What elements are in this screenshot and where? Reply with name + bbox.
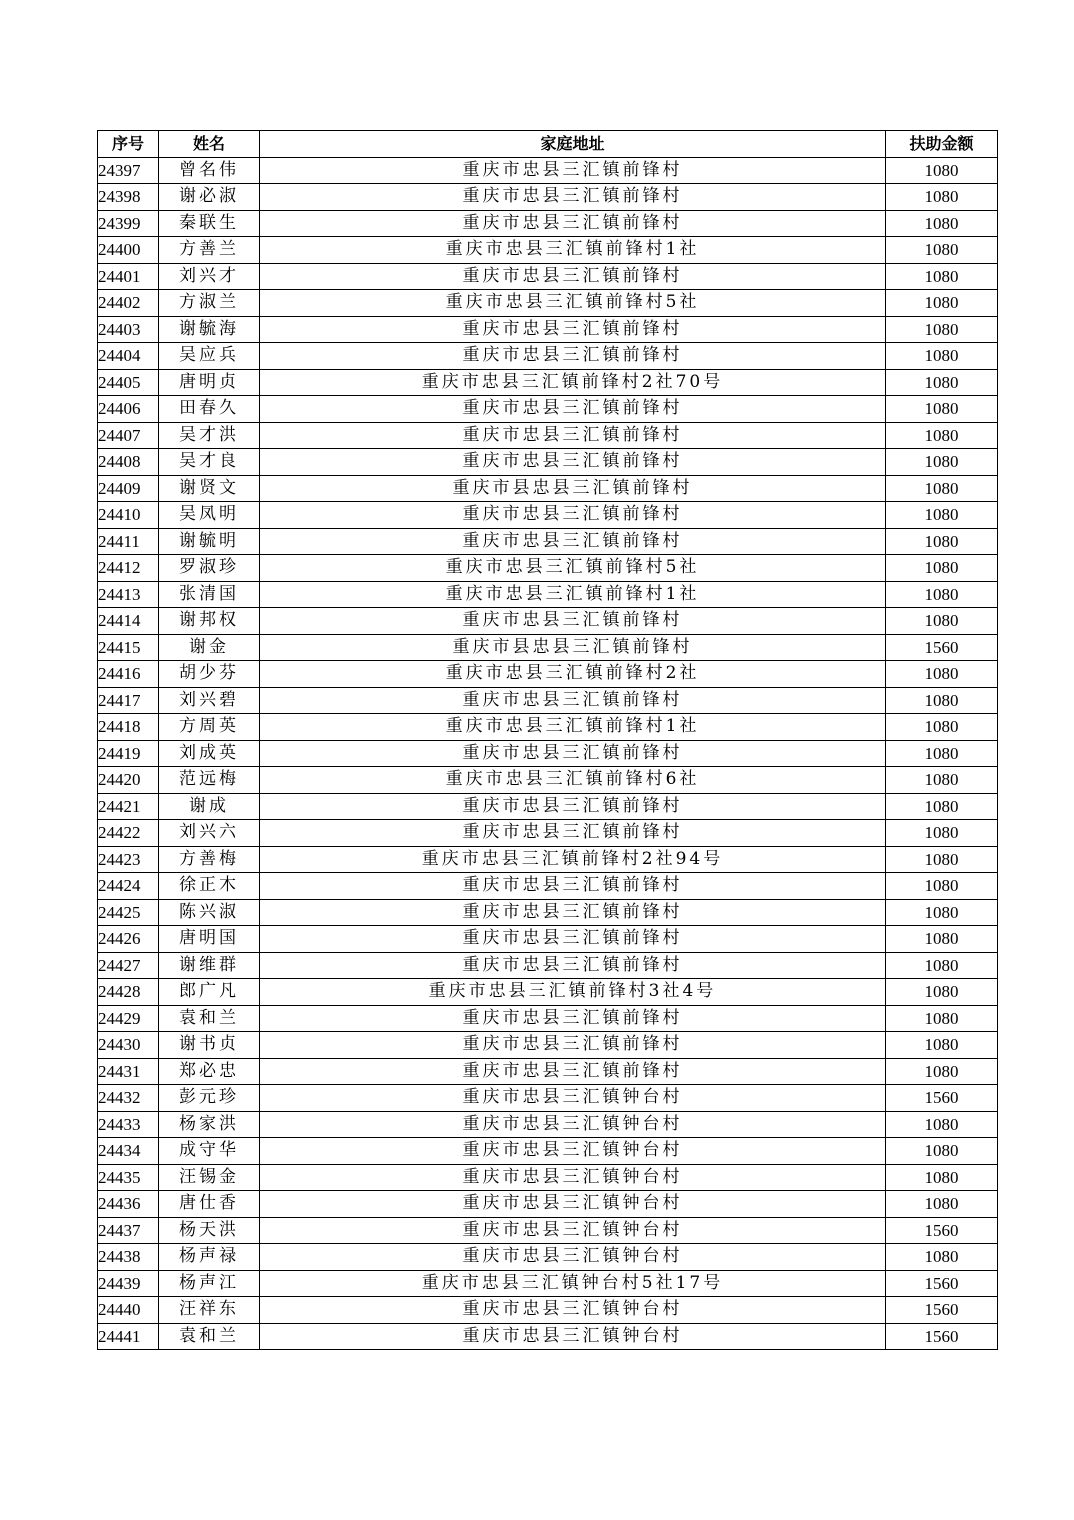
table-row [98, 1085, 998, 1112]
row-address: 重庆市忠县三汇镇前锋村 [260, 873, 886, 900]
row-amount: 1080 [886, 343, 998, 370]
table-row [98, 714, 998, 741]
row-id: 24434 [98, 1138, 159, 1165]
row-id: 24403 [98, 316, 159, 343]
row-id: 24432 [98, 1085, 159, 1112]
row-amount: 1560 [886, 1217, 998, 1244]
row-id: 24410 [98, 502, 159, 529]
table-row [98, 343, 998, 370]
table-row [98, 1164, 998, 1191]
row-id: 24407 [98, 422, 159, 449]
row-name: 成守华 [159, 1138, 260, 1165]
row-id: 24414 [98, 608, 159, 635]
row-amount: 1080 [886, 714, 998, 741]
row-name: 唐明贞 [159, 369, 260, 396]
row-amount: 1080 [886, 1005, 998, 1032]
row-amount: 1080 [886, 581, 998, 608]
table-row [98, 634, 998, 661]
row-name: 刘成英 [159, 740, 260, 767]
row-id: 24428 [98, 979, 159, 1006]
row-id: 24423 [98, 846, 159, 873]
row-amount: 1080 [886, 475, 998, 502]
table-row [98, 157, 998, 184]
row-amount: 1080 [886, 1138, 998, 1165]
table-row [98, 846, 998, 873]
row-name: 刘兴碧 [159, 687, 260, 714]
row-id: 24401 [98, 263, 159, 290]
row-amount: 1080 [886, 661, 998, 688]
row-amount: 1080 [886, 952, 998, 979]
row-address: 重庆市忠县三汇镇钟台村 [260, 1244, 886, 1271]
table-row [98, 767, 998, 794]
table-row [98, 1138, 998, 1165]
row-amount: 1080 [886, 396, 998, 423]
table-row [98, 396, 998, 423]
row-id: 24433 [98, 1111, 159, 1138]
row-amount: 1080 [886, 422, 998, 449]
row-address: 重庆市忠县三汇镇前锋村 [260, 820, 886, 847]
row-amount: 1080 [886, 687, 998, 714]
table-row [98, 1191, 998, 1218]
row-id: 24422 [98, 820, 159, 847]
row-amount: 1080 [886, 926, 998, 953]
row-address: 重庆市忠县三汇镇前锋村1社 [260, 237, 886, 264]
row-amount: 1080 [886, 555, 998, 582]
row-address: 重庆市忠县三汇镇前锋村 [260, 608, 886, 635]
row-amount: 1080 [886, 740, 998, 767]
row-address: 重庆市忠县三汇镇钟台村 [260, 1111, 886, 1138]
header-row [98, 131, 998, 158]
row-amount: 1080 [886, 873, 998, 900]
row-name: 袁和兰 [159, 1005, 260, 1032]
row-address: 重庆市忠县三汇镇前锋村6社 [260, 767, 886, 794]
column-header-amount: 扶助金额 [886, 131, 998, 158]
row-name: 方淑兰 [159, 290, 260, 317]
column-header-name: 姓名 [159, 131, 260, 158]
table-row [98, 237, 998, 264]
row-id: 24412 [98, 555, 159, 582]
row-address: 重庆市忠县三汇镇前锋村 [260, 422, 886, 449]
row-id: 24402 [98, 290, 159, 317]
row-name: 吴才良 [159, 449, 260, 476]
row-address: 重庆市忠县三汇镇前锋村 [260, 502, 886, 529]
row-id: 24409 [98, 475, 159, 502]
row-address: 重庆市忠县三汇镇钟台村 [260, 1297, 886, 1324]
table-header [98, 131, 998, 158]
row-amount: 1080 [886, 1244, 998, 1271]
row-amount: 1080 [886, 449, 998, 476]
row-name: 谢邦权 [159, 608, 260, 635]
row-name: 吴才洪 [159, 422, 260, 449]
row-id: 24424 [98, 873, 159, 900]
row-amount: 1080 [886, 820, 998, 847]
row-name: 汪祥东 [159, 1297, 260, 1324]
row-address: 重庆市忠县三汇镇前锋村 [260, 449, 886, 476]
row-amount: 1080 [886, 157, 998, 184]
row-amount: 1080 [886, 528, 998, 555]
row-name: 曾名伟 [159, 157, 260, 184]
row-amount: 1080 [886, 316, 998, 343]
row-id: 24430 [98, 1032, 159, 1059]
row-name: 谢书贞 [159, 1032, 260, 1059]
row-id: 24420 [98, 767, 159, 794]
row-id: 24440 [98, 1297, 159, 1324]
row-name: 田春久 [159, 396, 260, 423]
row-amount: 1080 [886, 1164, 998, 1191]
table-row [98, 1005, 998, 1032]
row-name: 谢毓明 [159, 528, 260, 555]
table-row [98, 608, 998, 635]
table-row [98, 926, 998, 953]
row-name: 胡少芬 [159, 661, 260, 688]
table-row [98, 1270, 998, 1297]
row-address: 重庆市忠县三汇镇前锋村2社70号 [260, 369, 886, 396]
row-amount: 1080 [886, 502, 998, 529]
row-amount: 1080 [886, 184, 998, 211]
row-name: 刘兴六 [159, 820, 260, 847]
row-id: 24419 [98, 740, 159, 767]
table-row [98, 210, 998, 237]
row-address: 重庆市忠县三汇镇前锋村2社 [260, 661, 886, 688]
row-address: 重庆市忠县三汇镇钟台村 [260, 1138, 886, 1165]
row-name: 吴凤明 [159, 502, 260, 529]
table-row [98, 979, 998, 1006]
row-address: 重庆市忠县三汇镇前锋村 [260, 1005, 886, 1032]
row-name: 秦联生 [159, 210, 260, 237]
row-amount: 1080 [886, 767, 998, 794]
row-name: 唐明国 [159, 926, 260, 953]
row-amount: 1080 [886, 1111, 998, 1138]
table-row [98, 555, 998, 582]
row-name: 方周英 [159, 714, 260, 741]
table-row [98, 793, 998, 820]
row-name: 刘兴才 [159, 263, 260, 290]
row-name: 汪锡金 [159, 1164, 260, 1191]
row-id: 24429 [98, 1005, 159, 1032]
table-row [98, 1323, 998, 1350]
row-name: 谢维群 [159, 952, 260, 979]
row-address: 重庆市忠县三汇镇钟台村 [260, 1191, 886, 1218]
table-row [98, 1058, 998, 1085]
row-address: 重庆市忠县三汇镇钟台村 [260, 1085, 886, 1112]
row-name: 罗淑珍 [159, 555, 260, 582]
row-name: 郎广凡 [159, 979, 260, 1006]
row-amount: 1080 [886, 1058, 998, 1085]
row-address: 重庆市忠县三汇镇前锋村 [260, 899, 886, 926]
table-row [98, 449, 998, 476]
row-amount: 1560 [886, 1323, 998, 1350]
row-id: 24400 [98, 237, 159, 264]
table-row [98, 687, 998, 714]
row-address: 重庆市忠县三汇镇钟台村 [260, 1164, 886, 1191]
row-amount: 1560 [886, 1297, 998, 1324]
row-address: 重庆市忠县三汇镇前锋村 [260, 740, 886, 767]
row-address: 重庆市忠县三汇镇前锋村 [260, 952, 886, 979]
row-address: 重庆市忠县三汇镇前锋村 [260, 157, 886, 184]
row-address: 重庆市忠县三汇镇前锋村 [260, 793, 886, 820]
row-id: 24437 [98, 1217, 159, 1244]
table-row [98, 1244, 998, 1271]
row-address: 重庆市忠县三汇镇前锋村 [260, 687, 886, 714]
row-amount: 1080 [886, 263, 998, 290]
row-id: 24435 [98, 1164, 159, 1191]
row-address: 重庆市忠县三汇镇前锋村5社 [260, 290, 886, 317]
row-name: 谢必淑 [159, 184, 260, 211]
row-id: 24397 [98, 157, 159, 184]
row-name: 陈兴淑 [159, 899, 260, 926]
row-id: 24439 [98, 1270, 159, 1297]
table-row [98, 581, 998, 608]
row-id: 24436 [98, 1191, 159, 1218]
row-address: 重庆市忠县三汇镇钟台村 [260, 1217, 886, 1244]
row-address: 重庆市忠县三汇镇前锋村 [260, 343, 886, 370]
table-row [98, 422, 998, 449]
row-id: 24415 [98, 634, 159, 661]
row-name: 杨声禄 [159, 1244, 260, 1271]
row-address: 重庆市忠县三汇镇前锋村1社 [260, 581, 886, 608]
row-id: 24406 [98, 396, 159, 423]
row-id: 24408 [98, 449, 159, 476]
table-row [98, 502, 998, 529]
table-row [98, 820, 998, 847]
row-amount: 1080 [886, 979, 998, 1006]
row-name: 谢成 [159, 793, 260, 820]
row-name: 杨声江 [159, 1270, 260, 1297]
row-id: 24426 [98, 926, 159, 953]
row-address: 重庆市县忠县三汇镇前锋村 [260, 475, 886, 502]
row-name: 张清国 [159, 581, 260, 608]
table-row [98, 1111, 998, 1138]
row-address: 重庆市忠县三汇镇前锋村 [260, 396, 886, 423]
table-row [98, 316, 998, 343]
row-name: 吴应兵 [159, 343, 260, 370]
row-name: 徐正木 [159, 873, 260, 900]
row-amount: 1080 [886, 237, 998, 264]
row-id: 24398 [98, 184, 159, 211]
row-name: 谢金 [159, 634, 260, 661]
row-amount: 1560 [886, 1270, 998, 1297]
table-row [98, 290, 998, 317]
row-name: 范远梅 [159, 767, 260, 794]
row-address: 重庆市忠县三汇镇前锋村 [260, 1058, 886, 1085]
row-id: 24421 [98, 793, 159, 820]
row-address: 重庆市忠县三汇镇前锋村 [260, 528, 886, 555]
row-name: 谢毓海 [159, 316, 260, 343]
table-row [98, 263, 998, 290]
row-id: 24425 [98, 899, 159, 926]
row-address: 重庆市忠县三汇镇前锋村1社 [260, 714, 886, 741]
row-name: 杨家洪 [159, 1111, 260, 1138]
row-name: 郑必忠 [159, 1058, 260, 1085]
table-row [98, 475, 998, 502]
row-amount: 1080 [886, 1191, 998, 1218]
row-name: 袁和兰 [159, 1323, 260, 1350]
row-amount: 1560 [886, 634, 998, 661]
row-id: 24404 [98, 343, 159, 370]
row-address: 重庆市忠县三汇镇钟台村 [260, 1323, 886, 1350]
table-row [98, 740, 998, 767]
row-amount: 1080 [886, 210, 998, 237]
table-row [98, 1297, 998, 1324]
table-row [98, 899, 998, 926]
table-row [98, 1032, 998, 1059]
row-id: 24413 [98, 581, 159, 608]
row-id: 24399 [98, 210, 159, 237]
row-name: 方善梅 [159, 846, 260, 873]
row-address: 重庆市忠县三汇镇前锋村 [260, 210, 886, 237]
table-row [98, 952, 998, 979]
table-row [98, 873, 998, 900]
row-id: 24417 [98, 687, 159, 714]
row-id: 24441 [98, 1323, 159, 1350]
row-id: 24431 [98, 1058, 159, 1085]
row-id: 24416 [98, 661, 159, 688]
row-address: 重庆市忠县三汇镇前锋村3社4号 [260, 979, 886, 1006]
row-address: 重庆市忠县三汇镇前锋村 [260, 1032, 886, 1059]
table-row [98, 1217, 998, 1244]
row-amount: 1080 [886, 899, 998, 926]
table-row [98, 184, 998, 211]
row-address: 重庆市忠县三汇镇前锋村2社94号 [260, 846, 886, 873]
row-address: 重庆市忠县三汇镇前锋村 [260, 263, 886, 290]
row-id: 24427 [98, 952, 159, 979]
table-body [98, 157, 998, 1350]
row-name: 彭元珍 [159, 1085, 260, 1112]
row-name: 谢贤文 [159, 475, 260, 502]
row-amount: 1080 [886, 369, 998, 396]
row-address: 重庆市县忠县三汇镇前锋村 [260, 634, 886, 661]
row-id: 24405 [98, 369, 159, 396]
row-address: 重庆市忠县三汇镇前锋村 [260, 184, 886, 211]
row-amount: 1080 [886, 846, 998, 873]
column-header-id: 序号 [98, 131, 159, 158]
subsidy-table [97, 130, 998, 1350]
row-name: 唐仕香 [159, 1191, 260, 1218]
row-address: 重庆市忠县三汇镇前锋村 [260, 926, 886, 953]
row-id: 24411 [98, 528, 159, 555]
row-amount: 1080 [886, 608, 998, 635]
row-address: 重庆市忠县三汇镇钟台村5社17号 [260, 1270, 886, 1297]
column-header-address: 家庭地址 [260, 131, 886, 158]
row-id: 24438 [98, 1244, 159, 1271]
row-amount: 1080 [886, 290, 998, 317]
row-id: 24418 [98, 714, 159, 741]
row-amount: 1080 [886, 793, 998, 820]
table-row [98, 661, 998, 688]
row-amount: 1080 [886, 1032, 998, 1059]
row-address: 重庆市忠县三汇镇前锋村5社 [260, 555, 886, 582]
table-row [98, 369, 998, 396]
table-row [98, 528, 998, 555]
row-name: 杨天洪 [159, 1217, 260, 1244]
row-name: 方善兰 [159, 237, 260, 264]
row-address: 重庆市忠县三汇镇前锋村 [260, 316, 886, 343]
row-amount: 1560 [886, 1085, 998, 1112]
